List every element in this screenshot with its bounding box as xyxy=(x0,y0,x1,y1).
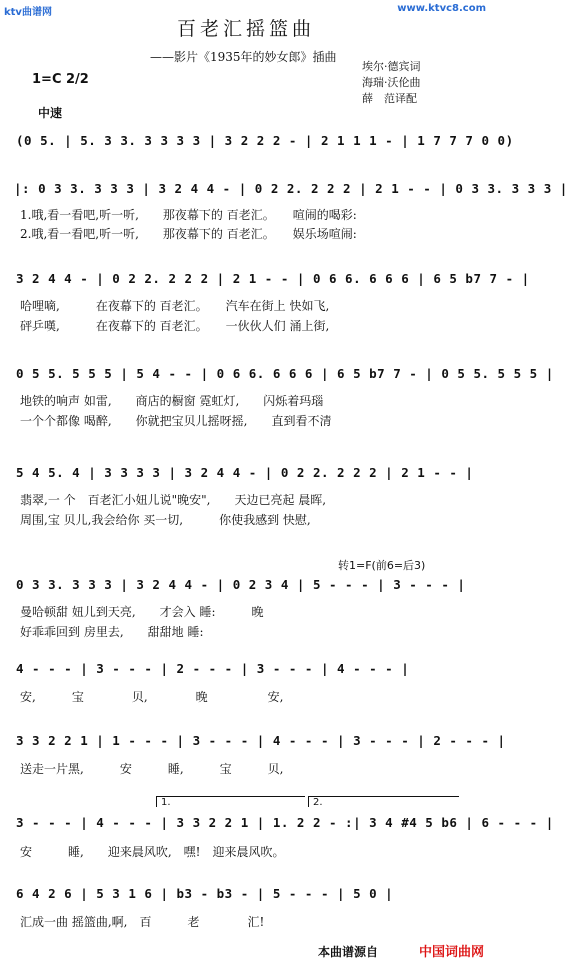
volta-bracket-2 xyxy=(308,796,459,807)
credit-lyricist: 埃尔·德宾词 xyxy=(362,60,421,73)
lyric-line: 地铁的响声 如雷, 商店的橱窗 霓虹灯, 闪烁着玛瑙 xyxy=(20,394,324,408)
volta-label-1: 1. xyxy=(161,797,171,808)
lyric-line: 哈哩嘀, 在夜幕下的 百老汇。 汽车在街上 快如飞, xyxy=(20,299,330,313)
song-subtitle: ——影片《1935年的妙女郎》插曲 xyxy=(150,50,337,64)
score-system-4: 0 5 5. 5 5 5 | 5 4 - - | 0 6 6. 6 6 6 | 6 5 b7 7 - | 0 5 5. 5 5 5 | xyxy=(16,366,554,381)
score-system-2: |: 0 3 3. 3 3 3 | 3 2 4 4 - | 0 2 2. 2 2 2 | 2 1 - - | 0 3 3. 3 3 3 | xyxy=(14,181,568,196)
lyric-line: 翡翠,一 个 百老汇小妞儿说"晚安", 天边已亮起 晨晖, xyxy=(20,493,327,507)
credit-composer: 海瑞·沃伦曲 xyxy=(362,76,421,89)
song-title: 百老汇摇篮曲 xyxy=(176,18,315,40)
footer-source: 本曲谱源自 xyxy=(318,945,379,959)
lyric-line: 1.哦,看一看吧,听一听, 那夜幕下的 百老汇。 喧闹的喝彩: xyxy=(20,208,357,222)
lyric-line: 周围,宝 贝儿,我会给你 买一切, 你使我感到 快慰, xyxy=(20,513,311,527)
watermark-left: ktv曲谱网 xyxy=(4,7,52,18)
score-system-7: 4 - - - | 3 - - - | 2 - - - | 3 - - - | 4 - - - | xyxy=(16,661,410,676)
lyric-line: 2.哦,看一看吧,听一听, 那夜幕下的 百老汇。 娱乐场喧闹: xyxy=(20,227,357,241)
lyric-line: 汇成一曲 摇篮曲,啊, 百 老 汇! xyxy=(20,915,265,929)
score-system-6: 0 3 3. 3 3 3 | 3 2 4 4 - | 0 2 3 4 | 5 - - - | 3 - - - | xyxy=(16,577,466,592)
score-system-9: 3 - - - | 4 - - - | 3 3 2 2 1 | 1. 2 2 - :| 3 4 #4 5 b6 | 6 - - - | xyxy=(16,815,554,830)
tempo-marking: 中速 xyxy=(38,106,63,120)
watermark-right: www.ktvc8.com xyxy=(397,3,486,14)
lyric-line: 砰乒嘆, 在夜幕下的 百老汇。 一伙伙人们 涌上街, xyxy=(20,319,330,333)
modulation-marking: 转1=F(前6=后3) xyxy=(338,559,426,572)
volta-label-2: 2. xyxy=(313,797,323,808)
lyric-line: 安, 宝 贝, 晚 安, xyxy=(20,690,284,704)
footer-site-logo[interactable]: 中国词曲网 xyxy=(418,945,484,960)
key-signature: 1=C 2/2 xyxy=(32,72,89,87)
volta-bracket-1 xyxy=(156,796,305,807)
lyric-line: 安 睡, 迎来晨风吹, 嘿! 迎来晨风吹。 xyxy=(20,845,285,859)
score-system-1: (0 5. | 5. 3 3. 3 3 3 3 | 3 2 2 2 - | 2 1 1 1 - | 1 7 7 7 0 0) xyxy=(16,133,514,148)
lyric-line: 好乖乖回到 房里去, 甜甜地 睡: xyxy=(20,625,204,639)
lyric-line: 曼哈顿甜 妞儿到天亮, 才会入 睡: 晚 xyxy=(20,605,264,619)
score-system-8: 3 3 2 2 1 | 1 - - - | 3 - - - | 4 - - - | 3 - - - | 2 - - - | xyxy=(16,733,506,748)
score-system-5: 5 4 5. 4 | 3 3 3 3 | 3 2 4 4 - | 0 2 2. 2 2 2 | 2 1 - - | xyxy=(16,465,474,480)
credit-translator: 薛 范译配 xyxy=(362,92,417,105)
score-system-10: 6 4 2 6 | 5 3 1 6 | b3 - b3 - | 5 - - - | 5 0 | xyxy=(16,886,394,901)
score-system-3: 3 2 4 4 - | 0 2 2. 2 2 2 | 2 1 - - | 0 6 6. 6 6 6 | 6 5 b7 7 - | xyxy=(16,271,530,286)
lyric-line: 送走一片黑, 安 睡, 宝 贝, xyxy=(20,762,284,776)
lyric-line: 一个个都像 喝醉, 你就把宝贝儿摇呀摇, 直到看不清 xyxy=(20,414,332,428)
